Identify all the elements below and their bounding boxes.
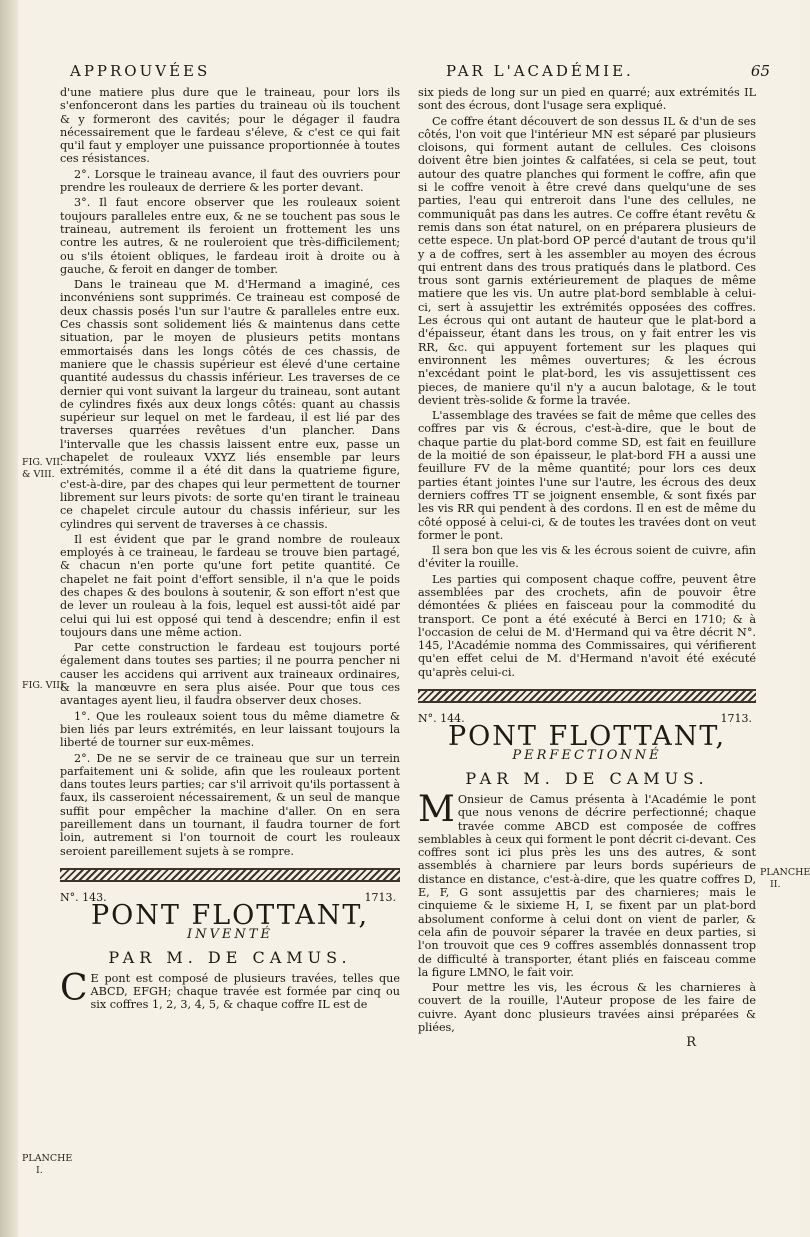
signature-mark: R xyxy=(686,1035,696,1051)
entry-subtitle: PERFECTIONNÉ xyxy=(512,748,662,764)
running-header xyxy=(70,62,770,86)
margin-note-planche1: PLANCHE xyxy=(22,1153,73,1164)
paragraph: d'une matiere plus dure que le traineau, pour lors ils s'enfonceront dans les parties du traineau où ils touchent & y formeront des cavités; pour le dégager il faudra nécessairement que le fardeau s'éleve, & c'est ce qui fait qu'il faut y employer une puissance proportionnée à toutes ces résistances. xyxy=(60,86,400,166)
ornamental-rule xyxy=(418,689,756,703)
margin-note-planche1-num: I. xyxy=(36,1165,43,1176)
paragraph: Dans le traineau que M. d'Hermand a imaginé, ces inconvéniens sont supprimés. Ce traineau est composé de deux chassis posés l'un sur l'autre & paralleles entre eux. Ces chassis sont solidement liés & maintenus dans cette situation, par le moyen de plusieurs petits montans emmortaisés dans les longs côtés de ces chassis, de maniere que le chassis supérieur est élevé d'une certaine quantité audessus du chassis inférieur. Les traverses de ce dernier qui vont suivant la largeur du traineau, sont autant de cylindres fixés aux deux longs côtés: quant au chassis supérieur sur lequel on met le fardeau, il est lié par des traverses quarrées revêtues d'un plancher. Dans l'intervalle que les chassis laissent entre eux, passe un chapelet de rouleaux VXYZ liés ensemble par leurs extrémités, comme il a été dit dans la quatrieme figure, c'est-à-dire, par des chapes qui leur permettent de tourner librement sur leurs pivots: de sorte qu'en tirant le traineau ce chapelet circule autour du chassis inférieur, sur les cylindres qui servent de traverses à ce chassis. xyxy=(60,278,400,531)
paragraph: 2°. De ne se servir de ce traineau que sur un terrein parfaitement uni & solide, afin que les rouleaux portent dans toutes leurs parties; car s'il arrivoit qu'ils portassent à faux, ils casseroient nécessairement, & un seul de manque suffit pour empêcher la machine d'aller. On en sera pareillement dans un tournant, il faudra tourner de fort loin, autrement si l'on tournoit de court les rouleaux seroient pareillement sujets à se rompre. xyxy=(60,751,400,858)
entry-subtitle: INVENTÉ xyxy=(187,927,273,943)
entry-number: N°. 143. xyxy=(60,890,107,904)
paragraph: Par cette construction le fardeau est toujours porté également dans toutes ses parties; il ne pourra pencher ni causer les accidens qui arrivent aux traineaux ordinaires, & la manœuvre en sera plus aisée. Pour que tous ces avantages ayent lieu, il faudra observer deux choses. xyxy=(60,641,400,708)
paragraph: Pour mettre les vis, les écrous & les charnieres à couvert de la rouille, l'Auteur propose de les faire de cuivre. Ayant donc plusieurs travées ainsi préparées & pliées, xyxy=(418,981,756,1034)
entry-number: N°. 144. xyxy=(418,712,465,726)
paragraph: 1°. Que les rouleaux soient tous du même diametre & bien liés par leurs extrémités, en leur laissant toujours la liberté de tourner sur eux-mêmes. xyxy=(60,709,400,750)
margin-note-fig8b: FIG. VIII. xyxy=(22,680,67,691)
paragraph: L'assemblage des travées se fait de même que celles des coffres par vis & écrous, c'est-à-dire, que le bout de chaque partie du plat-bord comme SD, est fait en feuillure de la moitié de son épaisseur, le plat-bord FH a aussi une feuillure FV de la même quantité; pour lors ces deux parties étant jointes l'une sur l'autre, les écrous des deux derniers coffres TT se joignent ensemble, & sont fixés par les vis RR qui pendent à des cordons. Il en est de même du côté opposé à celui-ci, & de toutes les travées dont on veut former le pont. xyxy=(418,409,756,542)
running-title-right: PAR L'ACADÉMIE. xyxy=(446,62,634,80)
paragraph: Il sera bon que les vis & les écrous soient de cuivre, afin d'éviter la rouille. xyxy=(418,544,756,571)
entry-year: 1713. xyxy=(720,712,752,726)
margin-note-planche2-num: II. xyxy=(770,879,781,890)
entry-title: PONT FLOTTANT, xyxy=(447,721,727,753)
drop-cap: M xyxy=(418,788,455,830)
entry-title: PONT FLOTTANT, xyxy=(90,899,370,931)
margin-note-fig8: & VIII. xyxy=(22,469,55,480)
paragraph: 3°. Il faut encore observer que les rouleaux soient toujours paralleles entre eux, & ne se touchent pas sous le traineau, autrement ils feroient un frottement les uns contre les autres, & ne rouleroient que très-difficilement; ou s'ils étoient obliques, le fardeau iroit à droite ou à gauche, & feroit en danger de tomber. xyxy=(60,196,400,276)
paragraph: six pieds de long sur un pied en quarré; aux extrémités IL sont des écrous, dont l'usage sera expliqué. xyxy=(418,86,756,113)
paragraph: Ce coffre étant découvert de son dessus IL & d'un de ses côtés, l'on voit que l'intérieur MN est séparé par plusieurs cloisons, qui forment autant de cellules. Ces cloisons doivent être bien jointes & calfatées, si cela se peut, tout autour des quatre planches qui forment le coffre, afin que si le coffre venoit à être crevé dans quelqu'une de ses parties, l'eau qui entreroit dans l'une des cellules, ne communiquât pas dans les autres. Ce coffre étant revêtu & remis dans son état naturel, on en préparera plusieurs de cette espece. Un plat-bord OP percé d'autant de trous qu'il y a de coffres, sert à les assembler au moyen des écrous qui entrent dans des trous pratiqués dans le platbord. Ces trous sont garnis extérieurement de plaques de même matiere que les vis. Un autre plat-bord semblable à celui-ci, sert à assujettir les extrémités opposées des coffres. Les écrous qui ont autant de hauteur que le plat-bord a d'épaisseur, étant dans les trous, on y fait entrer les vis RR, &c. qui appuyent fortement sur les plaques qui environnent les mêmes ouvertures; & les écrous n'excédant point le plat-bord, les vis assujettissent ces pieces, de maniere qu'il n'y a aucun balotage, & le tout devient très-solide & forme la travée. xyxy=(418,114,756,407)
margin-note-fig7: FIG. VII. xyxy=(22,457,64,468)
entry-number-line xyxy=(60,891,400,906)
paragraph-text: Onsieur de Camus présenta à l'Académie le pont que nous venons de décrire perfectionné; chaque travée comme ABCD est composée de coffres semblables à ceux qui forment le pont décrit ci-devant. Ces coffres sont ici plus près les uns des autres, & sont assemblés à charniere par leurs bords supérieurs de distance en distance, c'est-à-dire, que les quatre coffres D, E, F, G sont assujettis par des charnieres; mais le cinquieme & le sixieme H, I, se fixent par un plat-bord absolument conforme à celui dont on vient de parler, & cela afin de pouvoir séparer la travée en deux parties, si l'on trouvoit que ces 9 coffres assemblés donnassent trop de difficulté à transporter, étant pliés en faisceau comme la figure LMNO, le fait voir. xyxy=(418,792,756,979)
paragraph-dropcap xyxy=(60,967,400,1012)
paragraph: Il est évident que par le grand nombre de rouleaux employés à ce traineau, le fardeau se trouve bien partagé, & chacun n'en porte qu'une fort petite quantité. Ce chapelet ne fait point d'effort sensible, il n'a que le poids des chapes & des boulons à soutenir, & son effort n'est que de lever un rouleau à la fois, lequel est aussi-tôt aidé par celui qui lui est opposé qui tend à descendre; enfin il est toujours dans une même action. xyxy=(60,532,400,639)
paragraph: Les parties qui composent chaque coffre, peuvent être assemblées par des crochets, afin de pouvoir être démontées & pliées en faisceau pour la commodité du transport. Ce pont a été exécuté à Berci en 1710; & à l'occasion de celui de M. d'Hermand qui va être décrit N°. 145, l'Académie nomma des Commissaires, qui vérifierent qu'en effet celui de M. d'Hermand n'avoit été exécuté qu'après celui-ci. xyxy=(418,572,756,679)
page-number: 65 xyxy=(750,62,770,80)
paragraph: 2°. Lorsque le traineau avance, il faut des ouvriers pour prendre les rouleaux de derriere & les porter devant. xyxy=(60,167,400,195)
entry-number-line xyxy=(418,712,756,727)
drop-cap: C xyxy=(60,967,88,1009)
paragraph-text: E pont est composé de plusieurs travées, telles que ABCD, EFGH; chaque travée est formée par cinq ou six coffres 1, 2, 3, 4, 5, & chaque coffre IL est de xyxy=(90,971,400,1012)
running-title-left: APPROUVÉES xyxy=(70,62,211,80)
entry-author: PAR M. DE CAMUS. xyxy=(465,768,709,788)
right-column xyxy=(418,86,756,1050)
margin-note-planche2: PLANCHE xyxy=(760,867,810,878)
entry-author: PAR M. DE CAMUS. xyxy=(108,947,352,967)
entry-year: 1713. xyxy=(364,890,396,904)
ornamental-rule xyxy=(60,868,400,882)
left-column xyxy=(60,86,400,1014)
paragraph-dropcap xyxy=(418,788,756,979)
